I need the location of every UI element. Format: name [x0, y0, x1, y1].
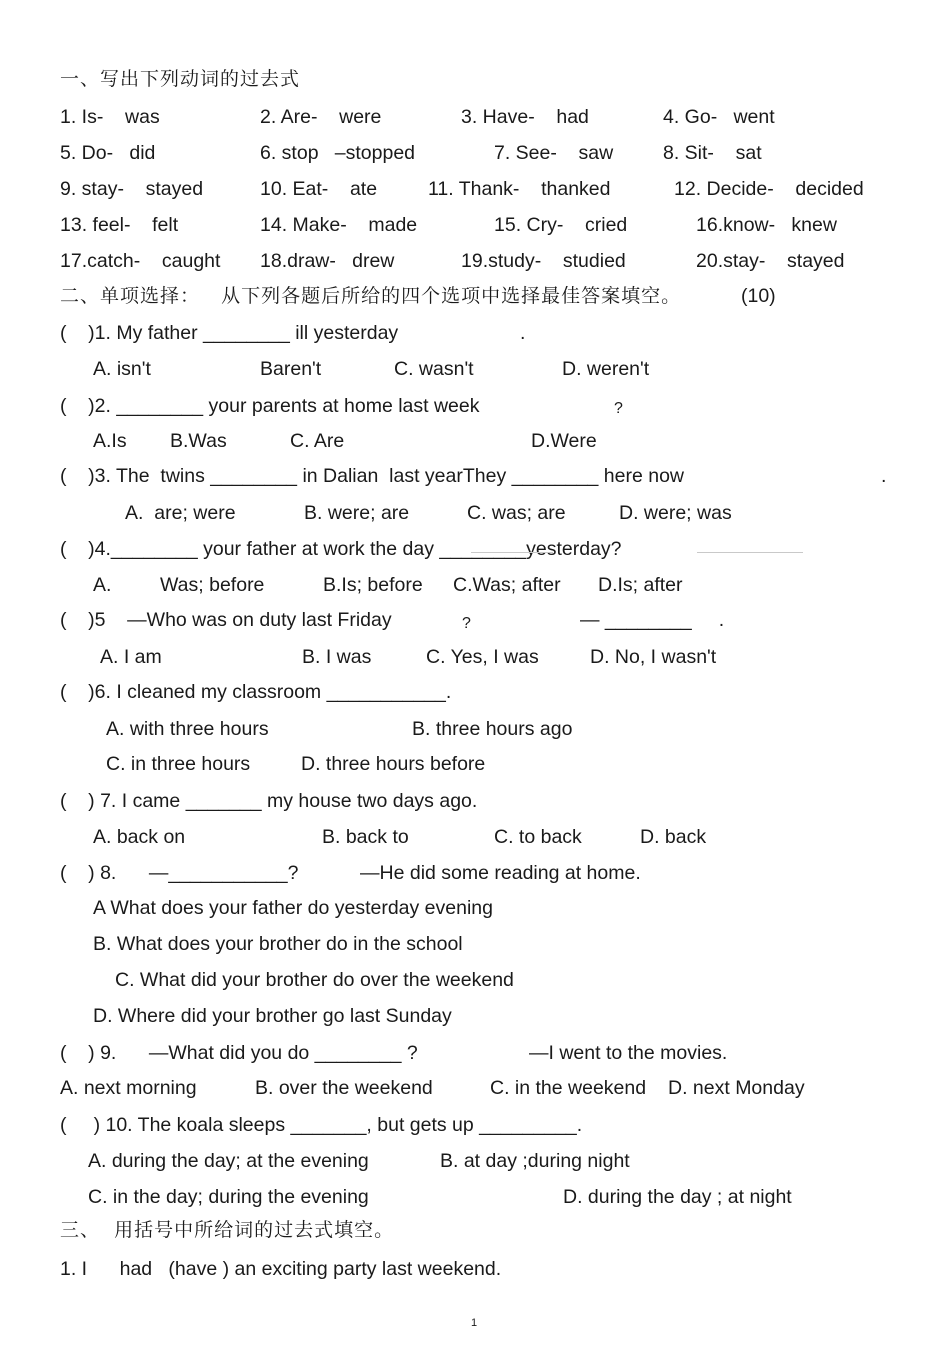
question-4-option-a: Was; before	[160, 574, 265, 596]
section-3-question-1: 1. I had (have ) an exciting party last weekend.	[60, 1258, 502, 1280]
question-10-option-b: B. at day ;during night	[440, 1150, 630, 1172]
question-4-option-b: B.Is; before	[323, 574, 423, 596]
question-5-option-a: A. I am	[100, 646, 162, 668]
question-2-option-c: C. Are	[290, 430, 345, 452]
question-5-option-d: D. No, I wasn't	[590, 646, 717, 668]
verb-item: 2. Are- were	[260, 106, 382, 128]
question-10-stem: ( ) 10. The koala sleeps _______, but gets up _________.	[60, 1114, 583, 1136]
verb-item: 13. feel- felt	[60, 214, 179, 236]
question-6-option-a: A. with three hours	[106, 718, 269, 740]
wavy-underline	[471, 552, 553, 553]
question-3-option-b: B. were; are	[304, 502, 410, 524]
section-2-title: 二、单项选择： 从下列各题后所给的四个选项中选择最佳答案填空。	[60, 285, 682, 307]
verb-item: 3. Have- had	[461, 106, 589, 128]
question-10-option-d: D. during the day ; at night	[563, 1186, 792, 1208]
question-8-option-b: B. What does your brother do in the school	[93, 933, 463, 955]
page-number: 1	[471, 1317, 478, 1329]
question-6-stem: ( )6. I cleaned my classroom ___________.	[60, 681, 452, 703]
verb-item: 10. Eat- ate	[260, 178, 378, 200]
verb-item: 1. Is- was	[60, 106, 160, 128]
question-1-period: .	[520, 322, 526, 344]
verb-item: 8. Sit- sat	[663, 142, 762, 164]
verb-item: 14. Make- made	[260, 214, 418, 236]
question-4-option-c: C.Was; after	[453, 574, 561, 596]
question-5-option-b: B. I was	[302, 646, 372, 668]
question-7-option-d: D. back	[640, 826, 707, 848]
question-6-option-b: B. three hours ago	[412, 718, 573, 740]
question-7-option-b: B. back to	[322, 826, 409, 848]
question-4-stem: ( )4.________ your father at work the day ________yesterday?	[60, 538, 622, 560]
question-2-question-mark: ?	[614, 400, 623, 417]
question-8-option-c: C. What did your brother do over the weekend	[115, 969, 514, 991]
verb-item: 20.stay- stayed	[696, 250, 845, 272]
question-8-option-d: D. Where did your brother go last Sunday	[93, 1005, 452, 1027]
question-2-option-d: D.Were	[531, 430, 597, 452]
question-9-option-d: D. next Monday	[668, 1077, 805, 1099]
verb-item: 7. See- saw	[494, 142, 614, 164]
verb-item: 9. stay- stayed	[60, 178, 204, 200]
question-9-option-b: B. over the weekend	[255, 1077, 433, 1099]
question-3-stem: ( )3. The twins ________ in Dalian last yearThey ________ here now	[60, 465, 685, 487]
question-1-option-d: D. weren't	[562, 358, 650, 380]
question-3-period: .	[881, 465, 887, 487]
question-9-option-a: A. next morning	[60, 1077, 197, 1099]
verb-item: 4. Go- went	[663, 106, 775, 128]
question-7-option-a: A. back on	[93, 826, 186, 848]
question-7-stem: ( ) 7. I came _______ my house two days ago.	[60, 790, 478, 812]
question-1-stem: ( )1. My father ________ ill yesterday	[60, 322, 399, 344]
question-2-stem: ( )2. ________ your parents at home last week	[60, 395, 480, 417]
question-1-option-a: A. isn't	[93, 358, 151, 380]
question-3-option-a: A. are; were	[125, 502, 236, 524]
question-9-reply: —I went to the movies.	[529, 1042, 728, 1064]
question-5-option-c: C. Yes, I was	[426, 646, 539, 668]
verb-item: 18.draw- drew	[260, 250, 395, 272]
verb-item: 12. Decide- decided	[674, 178, 864, 200]
question-7-option-c: C. to back	[494, 826, 582, 848]
verb-item: 19.study- studied	[461, 250, 626, 272]
question-9-option-c: C. in the weekend	[490, 1077, 647, 1099]
question-6-option-d: D. three hours before	[301, 753, 486, 775]
question-3-option-c: C. was; are	[467, 502, 566, 524]
section-2-score: (10)	[741, 285, 776, 307]
verb-item: 5. Do- did	[60, 142, 156, 164]
section-3-title: 三、 用括号中所给词的过去式填空。	[60, 1219, 395, 1241]
question-4-option-a-letter: A.	[93, 574, 112, 596]
question-10-option-c: C. in the day; during the evening	[88, 1186, 369, 1208]
question-9-stem: ( ) 9. —What did you do ________ ?	[60, 1042, 418, 1064]
question-5-stem: ( )5 —Who was on duty last Friday	[60, 609, 392, 631]
question-1-option-b: Baren't	[260, 358, 322, 380]
question-3-option-d: D. were; was	[619, 502, 732, 524]
question-4-option-d: D.Is; after	[598, 574, 683, 596]
question-1-option-c: C. wasn't	[394, 358, 474, 380]
question-2-option-b: B.Was	[170, 430, 227, 452]
question-5-reply: — ________ .	[580, 609, 725, 631]
question-8-option-a: A What does your father do yesterday evening	[93, 897, 493, 919]
question-6-option-c: C. in three hours	[106, 753, 251, 775]
question-5-question-mark: ?	[462, 615, 471, 632]
verb-item: 17.catch- caught	[60, 250, 221, 272]
verb-item: 16.know- knew	[696, 214, 837, 236]
question-10-option-a: A. during the day; at the evening	[88, 1150, 369, 1172]
verb-item: 6. stop –stopped	[260, 142, 416, 164]
verb-item: 11. Thank- thanked	[428, 178, 611, 200]
question-8-stem: ( ) 8. —___________?	[60, 862, 299, 884]
verb-item: 15. Cry- cried	[494, 214, 628, 236]
section-1-title: 一、写出下列动词的过去式	[60, 68, 301, 90]
wavy-underline	[697, 552, 803, 553]
question-2-option-a: A.Is	[93, 430, 127, 452]
question-8-reply: —He did some reading at home.	[360, 862, 641, 884]
